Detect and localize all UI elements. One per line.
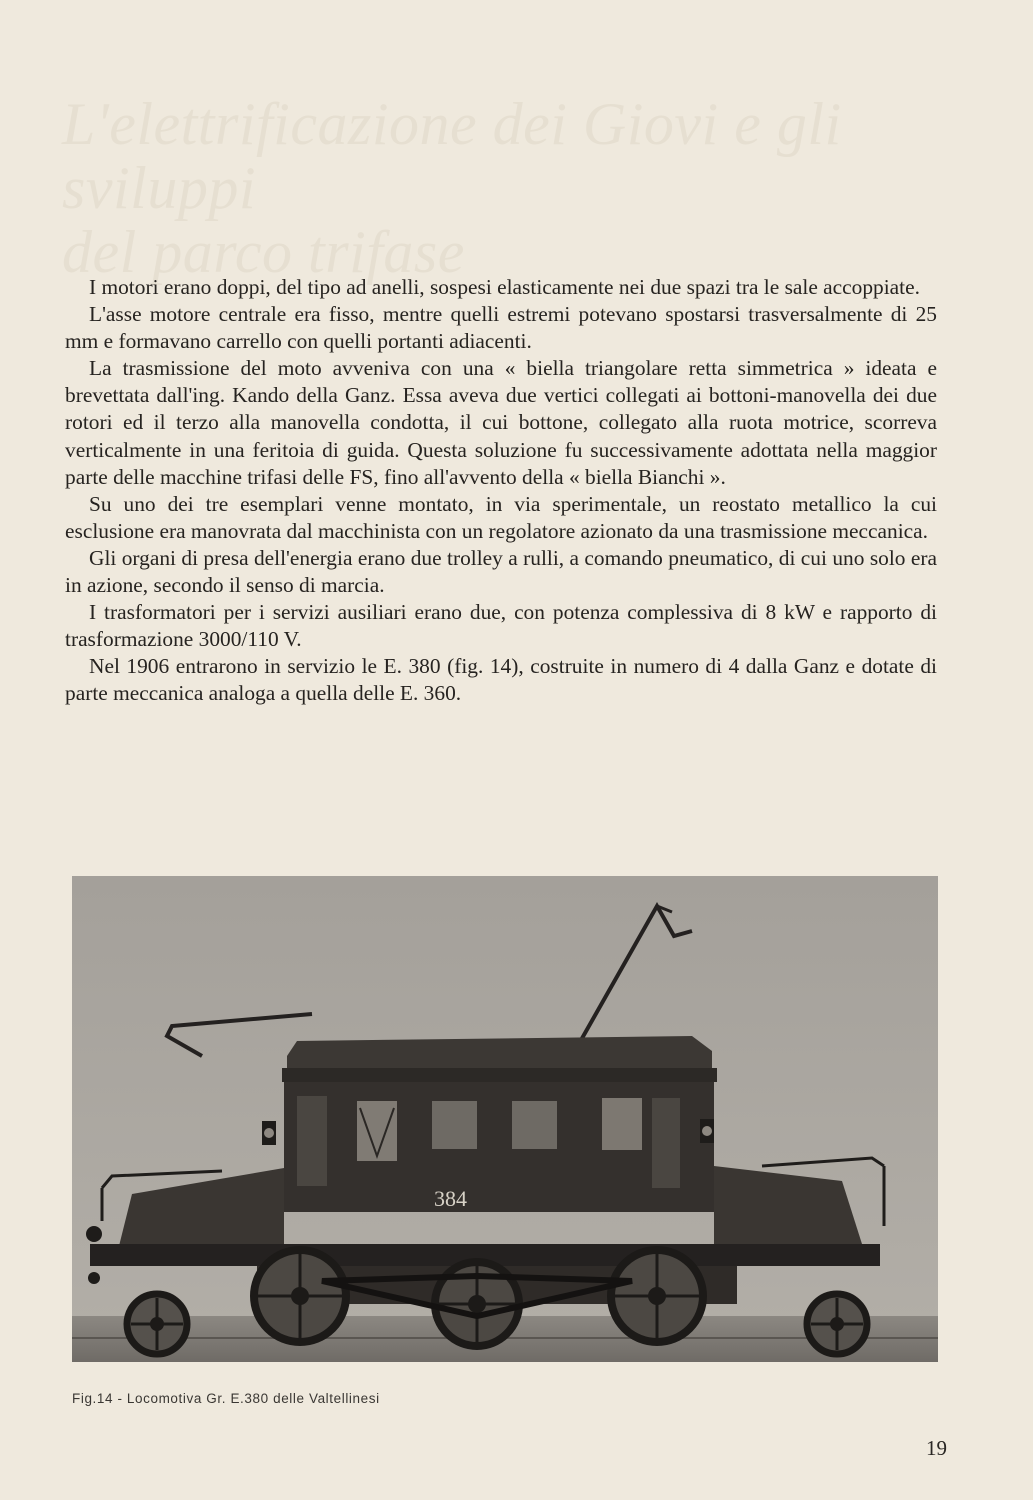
figure-caption: Fig.14 - Locomotiva Gr. E.380 delle Valtellinesi (72, 1391, 380, 1406)
paragraph-2: L'asse motore centrale era fisso, mentre quelli estremi potevano spostarsi trasversalmente di 25 mm e formavano carrello con quelli portanti adiacenti. (65, 302, 937, 354)
page-number: 19 (926, 1436, 947, 1460)
ghost-title (62, 92, 982, 284)
paragraph-6: I trasformatori per i servizi ausiliari erano due, con potenza complessiva di 8 kW e rapporto di trasformazione 3000/110 V. (65, 600, 937, 652)
paragraph-3: La trasmissione del moto avveniva con una « biella triangolare retta simmetrica » ideata e brevettata dall'ing. Kando della Ganz. Essa aveva due vertici collegati ai bottoni-manovella dei due rotori ed il terzo alla manovella condotta, il cui bottone, collegato alla ruota motrice, scorreva verticalmente in una feritoia di guida. Questa soluzione fu successivamente adottata nella maggior parte delle macchine trifasi delle FS, fino all'avvento della « biella Bianchi ». (65, 356, 937, 489)
paragraph-4: Su uno dei tre esemplari venne montato, in via sperimentale, un reostato metallico la cui esclusione era manovrata dal macchinista con un regolatore azionato da una trasmissione meccanica. (65, 491, 937, 543)
paragraph-1: I motori erano doppi, del tipo ad anelli, sospesi elasticamente nei due spazi tra le sale accoppiate. (89, 275, 920, 299)
ghost-title-line-2: del parco trifase (62, 219, 465, 285)
body-text (65, 274, 937, 708)
paragraph-5: Gli organi di presa dell'energia erano due trolley a rulli, a comando pneumatico, di cui uno solo era in azione, secondo il senso di marcia. (65, 545, 937, 598)
paragraph-7: Nel 1906 entrarono in servizio le E. 380 (fig. 14), costruite in numero di 4 dalla Ganz e dotate di parte meccanica analoga a quella delle E. 360. (65, 654, 937, 706)
locomotive-photo (72, 876, 938, 1362)
ghost-title-line-1: L'elettrificazione dei Giovi e gli sviluppi (62, 91, 842, 221)
locomotive-illustration (72, 876, 938, 1362)
locomotive-number: 384 (434, 1186, 467, 1211)
